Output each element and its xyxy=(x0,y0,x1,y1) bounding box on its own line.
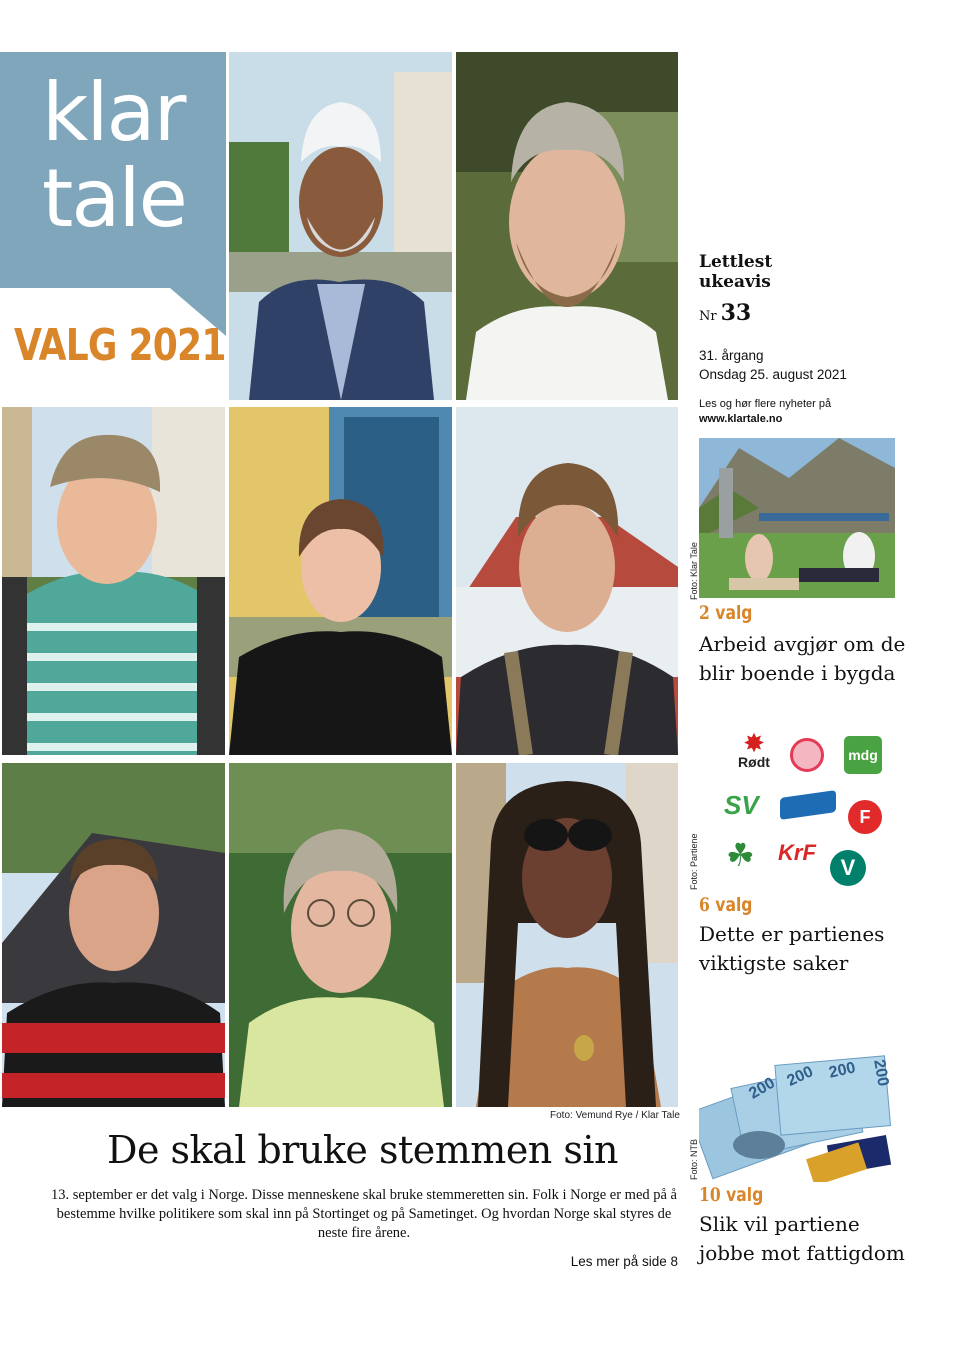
cash-label-1: 200 xyxy=(746,1074,778,1103)
section-title: VALG 2021 xyxy=(14,320,226,371)
issue-meta xyxy=(699,346,847,384)
teaser-1-page xyxy=(699,602,752,624)
hoyre-icon xyxy=(780,790,836,820)
teaser-2-page-word: valg xyxy=(715,894,753,916)
photo-woman-glasses[interactable] xyxy=(229,763,452,1107)
frp-apple-icon: F xyxy=(848,800,882,834)
mdg-logo: mdg xyxy=(844,736,882,774)
web-note-text: Les og hør flere nyheter på xyxy=(699,398,832,410)
photo-woman-braids[interactable] xyxy=(456,763,678,1107)
issue-number xyxy=(699,300,751,326)
main-headline[interactable]: De skal bruke stemmen sin xyxy=(106,1128,618,1172)
teaser-1-page-num: 2 xyxy=(699,602,710,624)
rodt-logo xyxy=(732,728,776,770)
cash-label-3: 200 xyxy=(827,1059,858,1082)
teaser-1-credit: Foto: Klar Tale xyxy=(689,542,699,600)
rose-icon xyxy=(790,738,824,772)
teaser-3-headline[interactable]: Slik vil partiene jobbe mot fattigdom xyxy=(699,1212,905,1265)
party-logos[interactable] xyxy=(720,730,896,896)
teaser-3-page xyxy=(699,1184,763,1206)
issue-prefix: Nr xyxy=(699,309,717,324)
photo-man-turban[interactable] xyxy=(229,52,452,400)
tagline-line-1: Lettlest xyxy=(699,252,773,272)
tagline xyxy=(699,252,772,292)
web-note xyxy=(699,397,831,427)
teaser-2-headline[interactable]: Dette er partienes viktigste saker xyxy=(699,922,885,975)
logo-text xyxy=(42,66,186,245)
website-link[interactable]: www.klartale.no xyxy=(699,413,783,425)
venstre-icon: V xyxy=(830,850,866,886)
teaser-2-credit: Foto: Partiene xyxy=(689,833,699,890)
logo-line-1: klar xyxy=(42,66,185,159)
masthead xyxy=(0,52,228,404)
read-more-link[interactable]: Les mer på side 8 xyxy=(570,1254,678,1269)
teaser-3-credit: Foto: NTB xyxy=(689,1138,699,1180)
volume: 31. årgang xyxy=(699,348,764,363)
tagline-line-2: ukeavis xyxy=(699,272,771,292)
star-icon: ✸ xyxy=(743,728,765,758)
teaser-1-photo[interactable] xyxy=(699,438,895,598)
photo-man-beard[interactable] xyxy=(456,52,678,400)
photo-woman-black-shirt[interactable] xyxy=(229,407,452,755)
teaser-1-page-word: valg xyxy=(715,602,753,624)
sv-label: SV xyxy=(724,790,759,820)
logo-line-2: tale xyxy=(42,152,186,245)
rodt-label: Rødt xyxy=(738,754,770,770)
teaser-3-photo[interactable] xyxy=(699,1050,895,1182)
sv-logo xyxy=(724,790,759,821)
clover-icon: ☘ xyxy=(726,837,755,873)
issue-value: 33 xyxy=(720,300,752,326)
cash-label-4: 200 xyxy=(870,1058,892,1088)
photo-credit: Foto: Vemund Rye / Klar Tale xyxy=(550,1110,680,1121)
photo-woman-cap[interactable] xyxy=(2,407,225,755)
teaser-3-page-num: 10 xyxy=(699,1184,721,1206)
publish-date: Onsdag 25. august 2021 xyxy=(699,367,847,382)
krf-logo: KrF xyxy=(778,840,816,865)
teaser-3-page-word: valg xyxy=(726,1184,764,1206)
teaser-2-page xyxy=(699,894,752,916)
cash-label-2: 200 xyxy=(784,1063,816,1090)
teaser-2-page-num: 6 xyxy=(699,894,710,916)
photo-man-red-shirt[interactable] xyxy=(2,763,225,1107)
main-lede: 13. september er det valg i Norge. Disse menneskene skal bruke stemmeretten sin. Folk i Norge er med på å bestemme hvilke politikere som skal inn på Stortinget og på Sametinget. Og hvordan Norge skal styres de neste fire årene. xyxy=(50,1187,677,1241)
photo-young-man-suspenders[interactable] xyxy=(456,407,678,755)
teaser-1-headline[interactable]: Arbeid avgjør om de blir boende i bygda xyxy=(699,632,906,685)
